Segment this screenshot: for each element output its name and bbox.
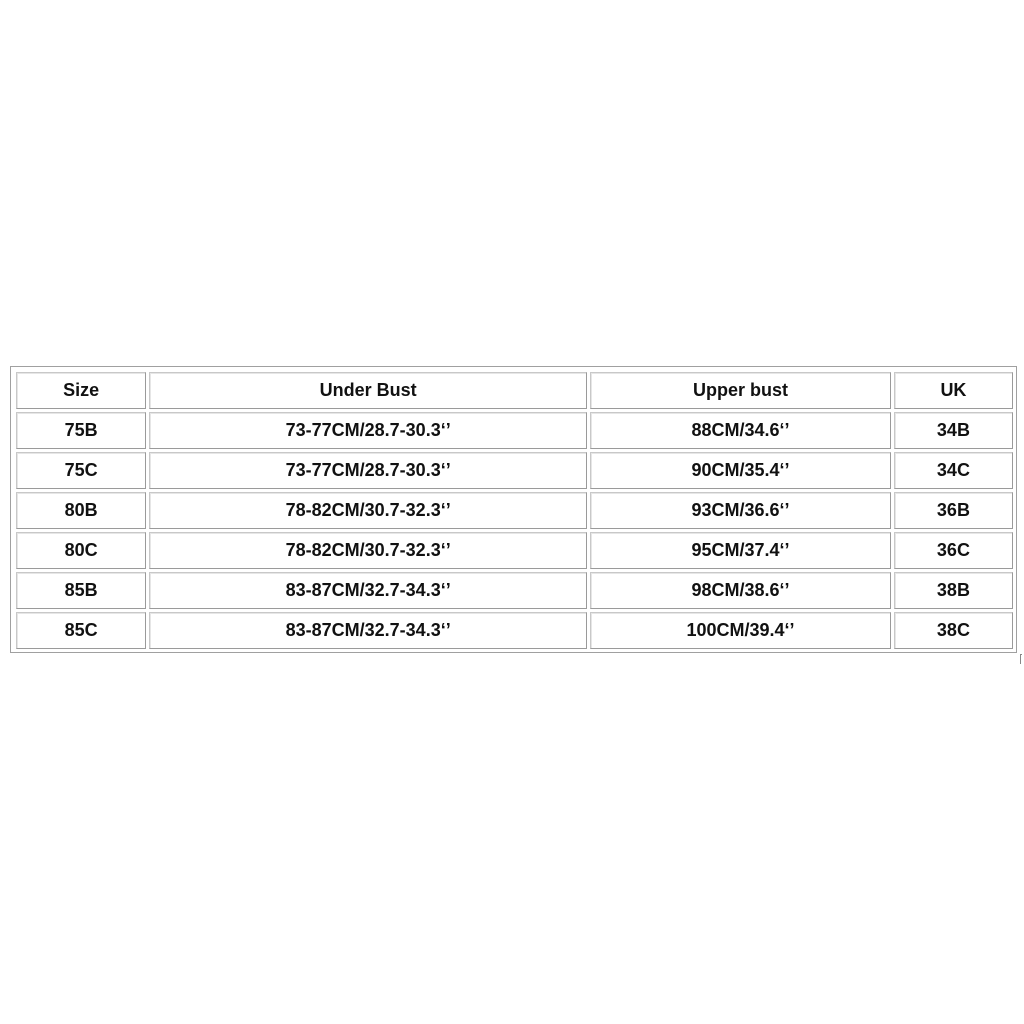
cell-under-bust: 83-87CM/32.7-34.3‘’ (149, 612, 587, 649)
cell-uk: 38C (894, 612, 1013, 649)
cell-size: 75C (16, 452, 146, 489)
cell-size: 80B (16, 492, 146, 529)
cell-under-bust: 78-82CM/30.7-32.3‘’ (149, 532, 587, 569)
cell-under-bust: 73-77CM/28.7-30.3‘’ (149, 452, 587, 489)
cell-uk: 34C (894, 452, 1013, 489)
cell-upper-bust: 100CM/39.4‘’ (590, 612, 891, 649)
header-under-bust: Under Bust (149, 372, 587, 409)
cell-size: 85B (16, 572, 146, 609)
header-uk: UK (894, 372, 1013, 409)
cell-under-bust: 83-87CM/32.7-34.3‘’ (149, 572, 587, 609)
size-chart (10, 366, 1017, 653)
cell-upper-bust: 95CM/37.4‘’ (590, 532, 891, 569)
cell-upper-bust: 90CM/35.4‘’ (590, 452, 891, 489)
table-row (16, 532, 1013, 569)
table-row (16, 412, 1013, 449)
cell-size: 85C (16, 612, 146, 649)
header-upper-bust: Upper bust (590, 372, 891, 409)
cell-uk: 36C (894, 532, 1013, 569)
cell-under-bust: 78-82CM/30.7-32.3‘’ (149, 492, 587, 529)
table-header-row (16, 372, 1013, 409)
cell-uk: 38B (894, 572, 1013, 609)
cell-upper-bust: 98CM/38.6‘’ (590, 572, 891, 609)
table-row (16, 452, 1013, 489)
cell-upper-bust: 93CM/36.6‘’ (590, 492, 891, 529)
cell-uk: 34B (894, 412, 1013, 449)
table-row (16, 492, 1013, 529)
cell-upper-bust: 88CM/34.6‘’ (590, 412, 891, 449)
corner-mark (1020, 654, 1022, 664)
table-row (16, 612, 1013, 649)
table-row (16, 572, 1013, 609)
size-chart-table (13, 369, 1016, 652)
cell-size: 75B (16, 412, 146, 449)
header-size: Size (16, 372, 146, 409)
cell-size: 80C (16, 532, 146, 569)
cell-under-bust: 73-77CM/28.7-30.3‘’ (149, 412, 587, 449)
cell-uk: 36B (894, 492, 1013, 529)
